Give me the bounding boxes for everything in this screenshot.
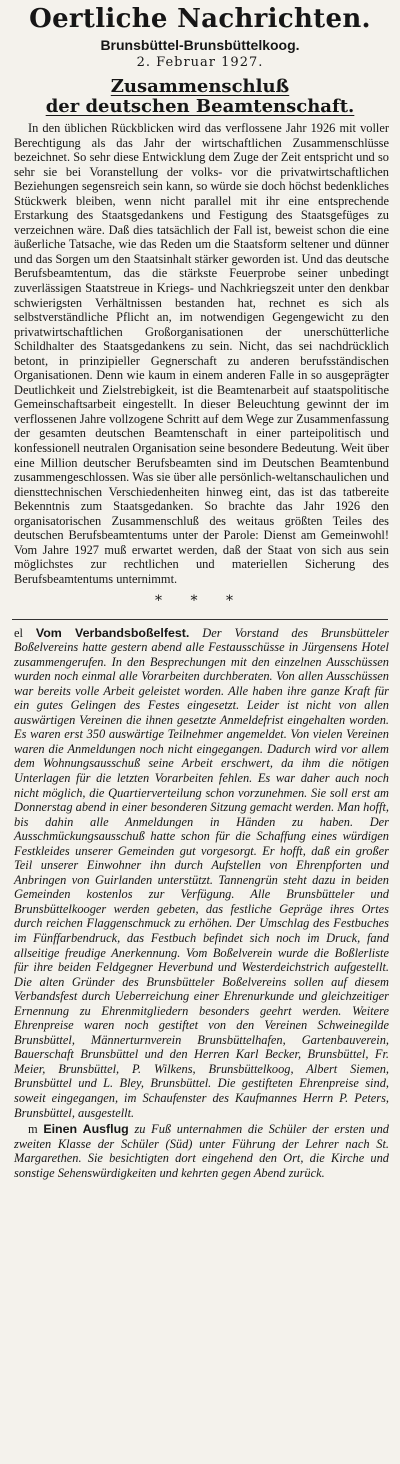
- article-ausflug-kicker: Einen Ausflug: [43, 1122, 129, 1137]
- article-bosselfest-text: Der Vorstand des Brunsbütteler Boßelvereins hatte gestern abend alle Festausschüsse in Jürgensens Hotel zusammengerufen. In den Besprechungen mit den einzelnen Ausschüssen wurden noch einmal alle Vorarbeiten durchberaten. Von allen Ausschüssen war bereits volle Arbeit geleistet worden. Alle haben ihre ganze Kraft für ein gutes Gelingen des Festes eingesetzt. Leider ist nicht von allen auswärtigen Vereinen die ihnen gesetzte Anmeldefrist eingehalten worden. Es waren erst 350 auswärtige Teilnehmer angemeldet. Von vielen Vereinen waren die Anmeldungen noch nicht eingegangen. Dadurch wird vor allem dem Wohnungsausschuß seine Arbeit erschwert, da ihm die nötigen Unterlagen für die letzten Vorarbeiten fehlen. Es war daher auch noch nicht möglich, die Quartierverteilung schon vorzunehmen. Sie soll erst am Donnerstag abend in einer besonderen Sitzung gemacht werden. Man hofft, bis dahin alle Anmeldungen in Händen zu haben. Der Ausschmückungsausschuß hatte schon für die Schaffung eines würdigen Festkleides unserer Gemeinden gut vorgesorgt. Er hofft, daß ein großer Teil unserer Einwohner ihn durch Aufstellen von Ehrenpforten und Anbringen von Guirlanden unterstützt. Tannengrün steht dazu in beiden Gemeinden kostenlos zur Verfügung. Alle Brunsbütteler und Brunsbüttelkooger werden gebeten, das festliche Gepräge ihres Ortes durch reichen Flaggenschmuck zu erhöhen. Der Umschlag des Festbuches im Fünffarbendruck, das Festbuch befindet sich noch im Druck, fand allseitige freudige Anerkennung. Vom Boßelverein wurde die Boßlerliste für ihre beiden Feldgegner Heverbund und Westerdeichstrich aufgestellt. Die alten Gründer des Brunsbütteler Boßelvereins sollen auf diesem Verbandsfest durch Ueberreichung einer Ehrenurkunde und gleichzeitiger Ernennung zu Ehrenmitgliedern besonders geehrt werden. Weitere Ehrenpreise waren noch gestiftet von den Vereinen Schweinegilde Brunsbüttel, Männerturnverein Brunsbüttelhafen, Gartenbauverein, Bauerschaft Brunsbüttel und den Herren Karl Becker, Brunsbüttel, Fr. Meier, Brunsbüttel, P. Wilkens, Brunsbüttelkoog, Albert Siemen, Brunsbüttel und L. Bley, Brunsbüttel. Die gestifteten Ehrenpreise sind, soweit eingegangen, im Schaufenster des Kaufmannes Herrn P. Peters, Brunsbüttel, ausgestellt.: [14, 625, 389, 1120]
- article-bosselfest-kicker: Vom Verbandsboßelfest.: [35, 625, 190, 640]
- article-beamtenschaft-text: In den üblichen Rückblicken wird das verflossene Jahr 1926 mit voller Berechtigung als das Jahr der wirtschaftlichen Zusammenschlüsse bezeichnet. So sehr diese Entwicklung dem Zuge der Zeit entspricht und so sehr sie bei Voranstellung der volks- vor die privatwirtschaftlichen Beziehungen segensreich sein kann, so würde sie doch höchst bedenkliches Stückwerk bleiben, wenn nicht parallel mit ihr eine entsprechende Erstarkung des Staatsgedankens und Festigung des Staatsgefüges zu verzeichnen wäre. Daß dies tatsächlich der Fall ist, beweist schon die eine äußerliche Tatsache, wie das Reden um die Staatsform seltener und dünner und das Sorgen um den Staatsinhalt stärker geworden ist. Und das deutsche Berufsbeamtentum, das die stärkste Feuerprobe seiner unbedingt zuverlässigen Staatstreue in Kriegs- und Nachkriegszeit unter den denkbar schwierigsten Verhältnissen bestanden hat, rechnet es sich als selbstverständliche Pflicht an, im notwendigen Gegengewicht zu den privatwirtschaftlichen Großorganisationen der unerschütterliche Schildhalter des Staatsgedankens zu sein. Nicht, das sei nachdrücklich betont, in prinzipieller Gegnerschaft zu anderen berufsständischen Organisationen. Denn wie kaum in einem anderen Falle in so ausgeprägter Deutlichkeit und Zielstrebigkeit, ist die Beamtenarbeit auf staatspolitische Gemeinschaftsarbeit eingestellt. In dieser Beleuchtung gewinnt der im verflossenen Jahre vollzogene Schritt auf dem Wege zur Zusammenfassung der gesamten deutschen Beamtenschaft in einer parteipolitisch und konfessionell neutralen Organisation seine besondere Bedeutung. Weit über eine Million deutscher Berufsbeamten sind im Deutschen Beamtenbund zusammengeschlossen. Was sie über alle persönlich-weltanschaulichen und diensttechnischen Verschiedenheiten hinweg eint, das ist das tatbereite Bekenntnis zum Staatsgedanken. So brachte das Jahr 1926 den organisatorischen Zusammenschluß des weitaus größten Teiles des deutschen Berufsbeamtentums unter der Parole: Dienst am Gemeinwohl! Vom Jahre 1927 muß erwartet werden, daß der Staat von sich aus sein möglichstes zur rechtlichen und materiellen Sicherung des Berufsbeamtentums unternimmt.: [14, 121, 389, 586]
- article-bosselfest-prefix: el: [14, 625, 23, 640]
- article-ausflug-text: zu Fuß unternahmen die Schüler der ersten und zweiten Klasse der Schüler (Süd) unter Führung der Lehrer nach St. Margarethen. Sie besichtigten dort eingehend den Ort, die Kirche und sonstige Sehenswürdigkeiten und kehrten gegen Abend zurück.: [14, 1122, 389, 1180]
- locality-line: Brunsbüttel-Brunsbüttelkoog.: [100, 37, 300, 53]
- section-separator: * * *: [155, 592, 245, 609]
- article-headline-line2: der deutschen Beamtenschaft.: [45, 96, 355, 117]
- article-beamtenschaft: [0, 121, 400, 587]
- article-ausflug-paragraph: [14, 1122, 389, 1180]
- date-line: 2. Februar 1927.: [136, 55, 264, 70]
- article-ausflug-prefix: m: [28, 1122, 38, 1137]
- article-headline-line1: Zusammenschluß: [110, 76, 290, 97]
- section-title: Oertliche Nachrichten.: [29, 4, 371, 34]
- divider-line: [12, 619, 388, 620]
- article-bosselfest-paragraph: [14, 626, 389, 1121]
- article-ausflug: [0, 1122, 400, 1180]
- article-bosselfest: [0, 626, 400, 1121]
